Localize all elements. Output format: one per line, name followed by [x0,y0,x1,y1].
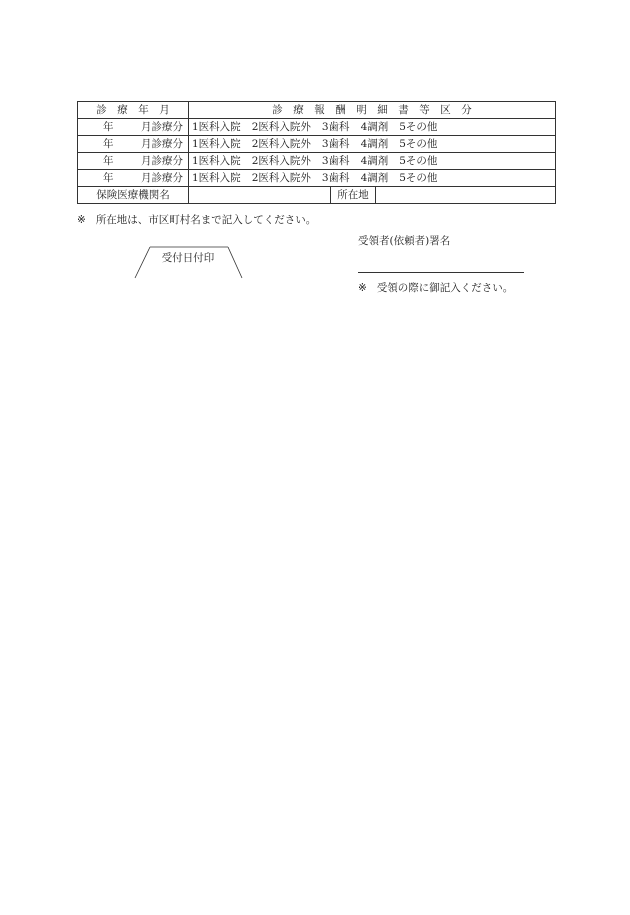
note-mark: ※ [77,214,86,226]
category-cell [189,136,556,153]
footer-fields [189,187,556,204]
category-cell [189,170,556,187]
table-row [78,153,556,170]
table-row [78,170,556,187]
institution-label: 保険医療機関名 [78,187,189,204]
location-field[interactable] [376,187,555,203]
signature-line[interactable] [358,272,524,273]
month-label: 月診療分 [141,172,183,184]
category-option[interactable]: 1医科入院 [192,155,241,167]
location-note-text: 所在地は、市区町村名まで記入してください。 [95,214,317,226]
category-option[interactable]: 1医科入院 [192,172,241,184]
location-label: 所在地 [331,187,376,203]
category-option[interactable]: 4調剤 [360,121,389,133]
date-cell[interactable] [78,153,189,170]
table-row [78,119,556,136]
category-option[interactable]: 2医科入院外 [251,172,311,184]
date-cell[interactable] [78,119,189,136]
header-date-cell: 診 療 年 月 [78,102,189,119]
header-category-cell: 診 療 報 酬 明 細 書 等 区 分 [189,102,556,119]
category-option[interactable]: 4調剤 [360,138,389,150]
category-option[interactable]: 3歯科 [321,172,350,184]
year-label: 年 [103,172,114,184]
receipt-note-text: 受領の際に御記入ください。 [376,282,514,294]
date-cell[interactable] [78,136,189,153]
category-option[interactable]: 5その他 [399,172,438,184]
category-option[interactable]: 3歯科 [321,138,350,150]
note-mark: ※ [358,282,367,294]
category-option[interactable]: 1医科入院 [192,121,241,133]
category-option[interactable]: 5その他 [399,138,438,150]
category-cell [189,153,556,170]
institution-name-field[interactable] [189,187,331,203]
year-label: 年 [103,121,114,133]
month-label: 月診療分 [141,155,183,167]
category-cell [189,119,556,136]
month-label: 月診療分 [141,121,183,133]
category-option[interactable]: 1医科入院 [192,138,241,150]
category-option[interactable]: 4調剤 [360,155,389,167]
claim-period-table [77,101,556,204]
category-option[interactable]: 2医科入院外 [251,155,311,167]
location-note [77,212,316,227]
category-option[interactable]: 2医科入院外 [251,121,311,133]
year-label: 年 [103,138,114,150]
table-footer-row [78,187,556,204]
category-option[interactable]: 4調剤 [360,172,389,184]
receipt-date-stamp [130,244,246,280]
category-option[interactable]: 3歯科 [321,155,350,167]
category-option[interactable]: 3歯科 [321,121,350,133]
table-row [78,136,556,153]
category-option[interactable]: 5その他 [399,155,438,167]
year-label: 年 [103,155,114,167]
category-option[interactable]: 5その他 [399,121,438,133]
date-cell[interactable] [78,170,189,187]
receipt-note [358,280,513,295]
category-option[interactable]: 2医科入院外 [251,138,311,150]
month-label: 月診療分 [141,138,183,150]
table-header-row [78,102,556,119]
stamp-label: 受付日付印 [161,252,215,264]
receiver-signature-label: 受領者(依頼者)署名 [358,235,451,247]
